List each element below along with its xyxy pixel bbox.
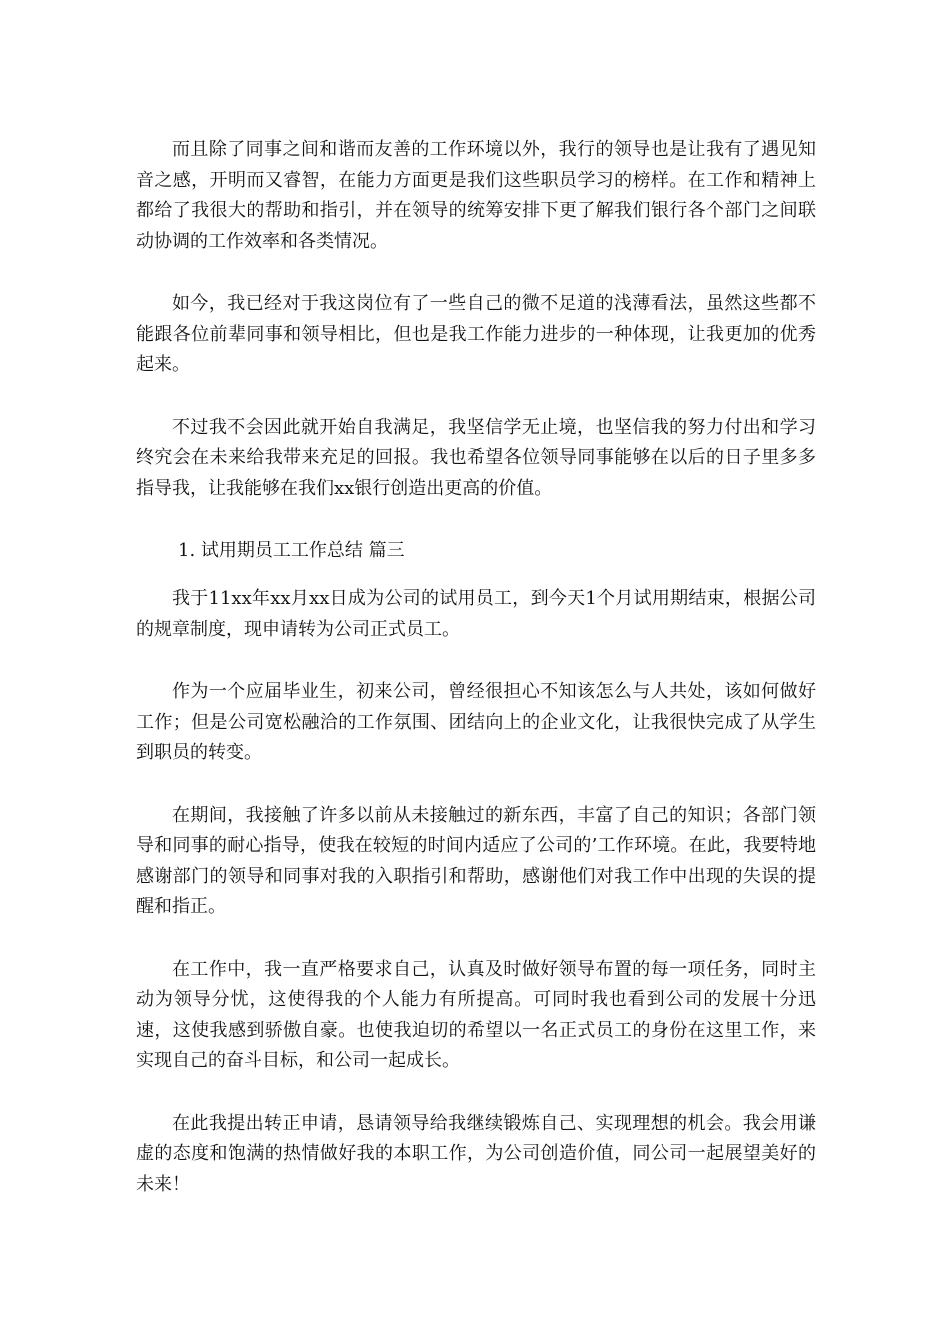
paragraph: 如今，我已经对于我这岗位有了一些自己的微不足道的浅薄看法，虽然这些都不能跟各位前辈同事和领导相比，但也是我工作能力进步的一种体现，让我更加的优秀起来。 (136, 293, 816, 375)
paragraph: 我于11xx年xx月xx日成为公司的试用员工，到今天1个月试用期结束，根据公司的规章制度，现申请转为公司正式员工。 (136, 588, 816, 640)
document-body (136, 135, 816, 1200)
section-heading: 1. 试用期员工工作总结 篇三 (178, 540, 405, 561)
paragraph: 在期间，我接触了许多以前从未接触过的新东西，丰富了自己的知识；各部门领导和同事的耐心指导，使我在较短的时间内适应了公司的’工作环境。在此，我要特地感谢部门的领导和同事对我的入职指引和帮助，感谢他们对我工作中出现的失误的提醒和指正。 (136, 804, 816, 917)
paragraph: 作为一个应届毕业生，初来公司，曾经很担心不知该怎么与人共处，该如何做好工作；但是公司宽松融洽的工作氛围、团结向上的企业文化，让我很快完成了从学生到职员的转变。 (136, 681, 816, 763)
paragraph: 不过我不会因此就开始自我满足，我坚信学无止境，也坚信我的努力付出和学习终究会在未来给我带来充足的回报。我也希望各位领导同事能够在以后的日子里多多指导我，让我能够在我们xx银行创造出更高的价值。 (136, 416, 816, 499)
paragraph: 而且除了同事之间和谐而友善的工作环境以外，我行的领导也是让我有了遇见知音之感，开明而又睿智，在能力方面更是我们这些职员学习的榜样。在工作和精神上都给了我很大的帮助和指引，并在领导的统筹安排下更了解我们银行各个部门之间联动协调的工作效率和各类情况。 (136, 139, 816, 252)
paragraph: 在此我提出转正申请，恳请领导给我继续锻炼自己、实现理想的机会。我会用谦虚的态度和饱满的热情做好我的本职工作，为公司创造价值，同公司一起展望美好的未来！ (136, 1112, 816, 1195)
paragraph: 在工作中，我一直严格要求自己，认真及时做好领导布置的每一项任务，同时主动为领导分忧，这使得我的个人能力有所提高。可同时我也看到公司的发展十分迅速，这使我感到骄傲自豪。也使我迫切的希望以一名正式员工的身份在这里工作，来实现自己的奋斗目标，和公司一起成长。 (136, 958, 816, 1071)
